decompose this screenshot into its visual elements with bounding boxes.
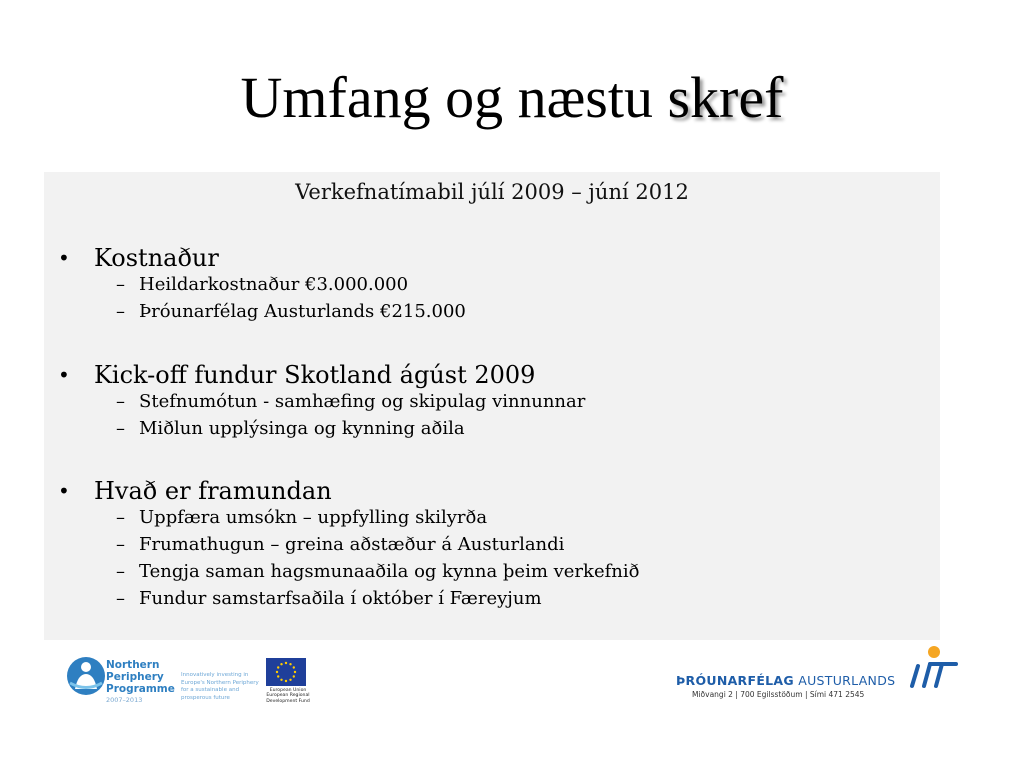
sub-item <box>44 274 940 301</box>
sub-item-text: Heildarkostnaður €3.000.000 <box>139 274 409 295</box>
sub-item <box>44 507 940 534</box>
npp-figure-icon <box>66 656 106 696</box>
dash-icon: – <box>116 274 125 295</box>
dash-icon: – <box>116 534 125 555</box>
dash-icon: – <box>116 561 125 582</box>
sub-item <box>44 588 940 615</box>
npp-title-line: Periphery <box>106 671 164 683</box>
npp-title-line: Programme <box>106 683 175 695</box>
bullet-icon: • <box>58 479 70 503</box>
bullet-item <box>44 361 940 391</box>
npp-title-line: Northern <box>106 659 160 671</box>
eu-flag-icon <box>266 658 306 686</box>
sub-item <box>44 418 940 445</box>
bullet-item <box>44 244 940 274</box>
sub-item-text: Þróunarfélag Austurlands €215.000 <box>139 301 466 322</box>
sub-item-text: Frumathugun – greina aðstæður á Austurlandi <box>139 534 565 555</box>
dash-icon: – <box>116 418 125 439</box>
title-text: Umfang og næstu <box>240 65 668 130</box>
npp-title <box>106 659 175 695</box>
dash-icon: – <box>116 391 125 412</box>
thr-name-bold: ÞRÓUNARFÉLAG <box>676 673 794 688</box>
dash-icon: – <box>116 301 125 322</box>
dash-icon: – <box>116 588 125 609</box>
project-period: Verkefnatímabil júlí 2009 – júní 2012 <box>295 180 689 204</box>
sub-item-text: Tengja saman hagsmunaaðila og kynna þeim verkefnið <box>139 561 640 582</box>
dash-icon: – <box>116 507 125 528</box>
eu-caption: European Union European Regional Development Fund <box>266 688 310 704</box>
sub-item <box>44 391 940 418</box>
bullet-item <box>44 477 940 507</box>
slide-title <box>0 62 1024 134</box>
bullet-heading: Hvað er framundan <box>94 477 332 505</box>
npp-tagline: Innovatively investing in Europe's Northern Periphery for a sustainable and prosperous future <box>181 672 259 701</box>
bullet-icon: • <box>58 246 70 270</box>
npp-logo <box>66 656 176 710</box>
bullet-heading: Kick-off fundur Skotland ágúst 2009 <box>94 361 536 389</box>
thr-name-regular: AUSTURLANDS <box>793 673 896 688</box>
section-kickoff <box>44 361 940 445</box>
sub-item-text: Stefnumótun - samhæfing og skipulag vinnunnar <box>139 391 586 412</box>
section-upcoming <box>44 477 940 615</box>
bullet-icon: • <box>58 363 70 387</box>
content-box <box>44 172 940 640</box>
npp-years: 2007–2013 <box>106 696 143 704</box>
sub-item <box>44 301 940 328</box>
thr-logo-icon <box>904 644 960 694</box>
thr-name <box>676 673 895 688</box>
sub-item <box>44 534 940 561</box>
eu-logo <box>266 658 310 712</box>
sub-item-text: Miðlun upplýsinga og kynning aðila <box>139 418 465 439</box>
sub-item <box>44 561 940 588</box>
bullet-heading: Kostnaður <box>94 244 219 272</box>
section-cost <box>44 244 940 328</box>
title-emphasis: skref <box>667 65 784 130</box>
sub-item-text: Fundur samstarfsaðila í október í Færeyjum <box>139 588 542 609</box>
thr-address: Miðvangi 2 | 700 Egilsstöðum | Sími 471 2545 <box>692 690 865 699</box>
sub-item-text: Uppfæra umsókn – uppfylling skilyrða <box>139 507 488 528</box>
